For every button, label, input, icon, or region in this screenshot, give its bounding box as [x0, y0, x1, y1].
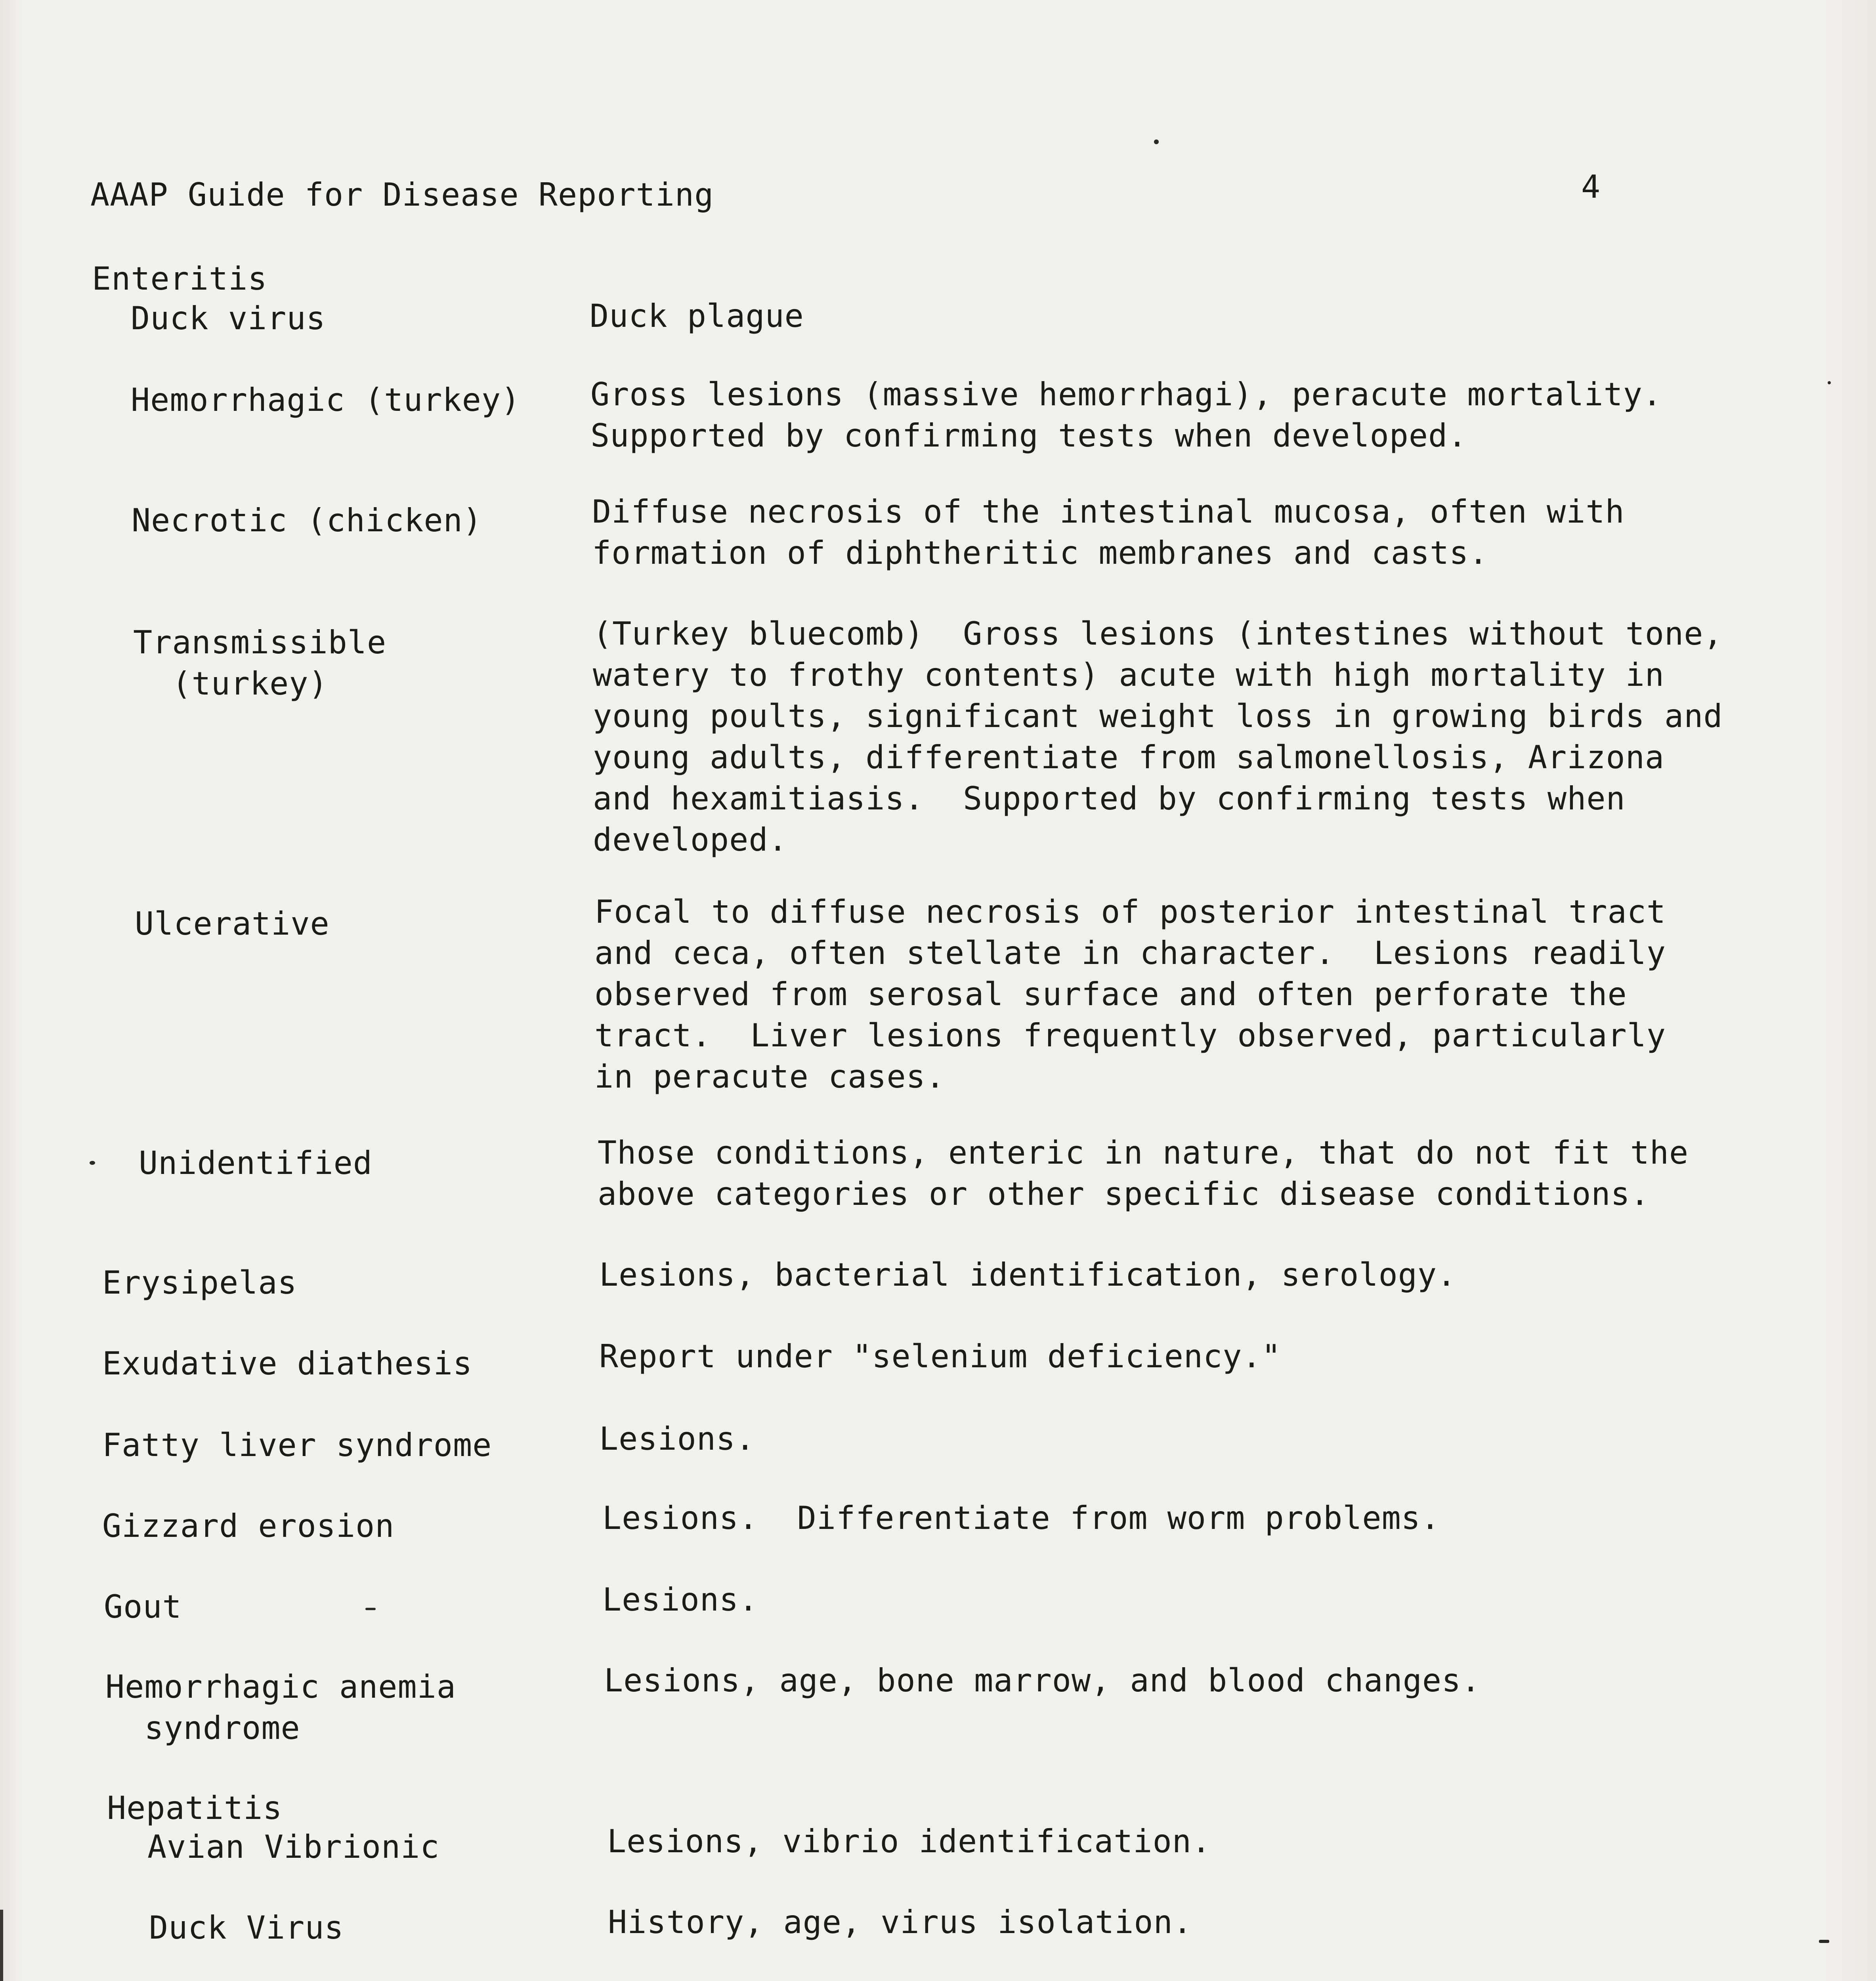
desc-ulcerative: Focal to diffuse necrosis of posterior intestinal tract and ceca, often stellate in character. Lesions readily observed from serosal surface and often perforate the tract. Liver lesions frequently observed, particularly in peracute cases. [594, 893, 1666, 1095]
desc-erysipelas: Lesions, bacterial identification, serology. [599, 1256, 1457, 1293]
term-hemorrhagic-turkey: Hemorrhagic (turkey) [131, 382, 521, 418]
desc-hemorrhagic-turkey: Gross lesions (massive hemorrhagi), peracute mortality. Supported by confirming tests when developed. [590, 376, 1662, 454]
term-ulcerative: Ulcerative [135, 905, 330, 942]
desc-gizzard-erosion: Lesions. Differentiate from worm problems. [602, 1500, 1440, 1536]
term-duck-virus-hepatitis: Duck Virus [149, 1909, 344, 1946]
scan-speck [1828, 381, 1831, 384]
term-transmissible-turkey: Transmissible (turkey) [133, 624, 387, 702]
desc-unidentified: Those conditions, enteric in nature, that do not fit the above categories or other specific disease conditions. [598, 1134, 1689, 1212]
term-hemorrhagic-anemia-syndrome: Hemorrhagic anemia syndrome [105, 1668, 456, 1746]
term-gizzard-erosion: Gizzard erosion [102, 1508, 395, 1544]
term-erysipelas: Erysipelas [102, 1264, 297, 1301]
desc-fatty-liver-syndrome: Lesions. [599, 1420, 755, 1457]
desc-hemorrhagic-anemia-syndrome: Lesions, age, bone marrow, and blood changes. [604, 1662, 1481, 1699]
desc-duck-virus-hepatitis: History, age, virus isolation. [608, 1904, 1192, 1941]
scan-speck [90, 1161, 95, 1165]
desc-exudative-diathesis: Report under "selenium deficiency." [599, 1338, 1281, 1375]
term-exudative-diathesis: Exudative diathesis [102, 1345, 473, 1382]
page-number: 4 [1581, 168, 1601, 205]
page-edge-shadow [0, 1910, 3, 1981]
desc-transmissible-turkey: (Turkey bluecomb) Gross lesions (intestines without tone, watery to frothy contents) acute with high mortality in young poults, significant weight loss in growing birds and young adults, differentiate from salmonellosis, Arizona and hexamitiasis. Supported by confirming tests when developed. [593, 615, 1723, 858]
term-duck-virus-enteritis: Duck virus [131, 300, 326, 337]
desc-gout: Lesions. [602, 1581, 758, 1618]
document-title: AAAP Guide for Disease Reporting [90, 176, 714, 213]
term-avian-vibrionic: Avian Vibrionic [147, 1828, 440, 1865]
scan-speck [365, 1608, 376, 1610]
desc-duck-virus-enteritis: Duck plague [590, 298, 804, 334]
term-necrotic-chicken: Necrotic (chicken) [132, 502, 482, 539]
scan-speck [1154, 139, 1159, 144]
scan-speck [1819, 1940, 1829, 1943]
desc-avian-vibrionic: Lesions, vibrio identification. [607, 1823, 1211, 1860]
term-fatty-liver-syndrome: Fatty liver syndrome [102, 1427, 492, 1464]
desc-necrotic-chicken: Diffuse necrosis of the intestinal mucosa, often with formation of diphtheritic membranes and casts. [592, 493, 1625, 571]
section-heading-enteritis: Enteritis [92, 260, 267, 297]
term-gout: Gout [104, 1588, 182, 1625]
section-heading-hepatitis: Hepatitis [107, 1790, 283, 1826]
term-unidentified: Unidentified [139, 1145, 373, 1181]
